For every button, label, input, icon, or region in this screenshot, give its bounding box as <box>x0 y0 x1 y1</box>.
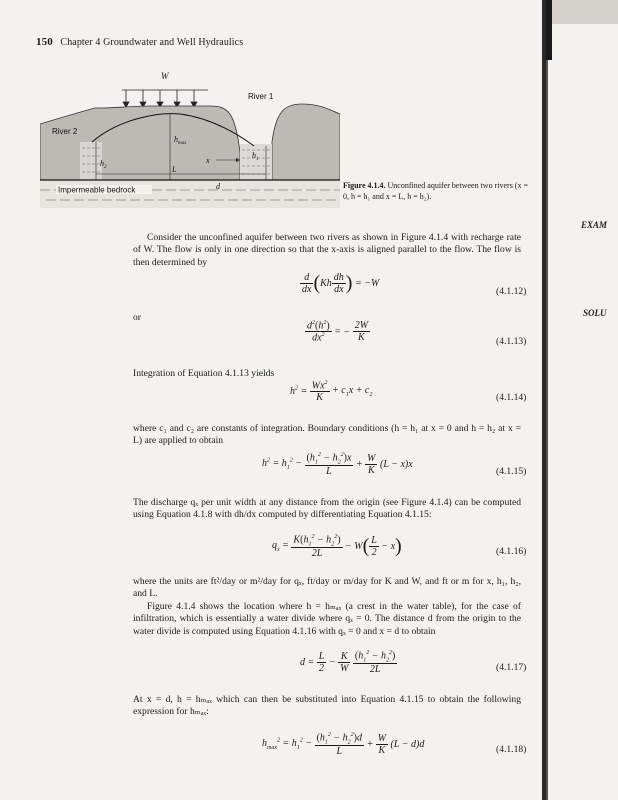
paragraph-intro: Consider the unconfined aquifer between two rivers as shown in Figure 4.1.4 with recharge rate of W. The flow is only in one direction so that the x-axis is aligned parallel to the flow. The flow is then determined by <box>133 232 521 268</box>
paragraph-boundary: where c₁ and c₂ are constants of integration. Boundary conditions (h = h₁ at x = 0 and h = h₂ at x = L) are applied to obtain <box>133 423 521 447</box>
caption-text: Unconfined aquifer between two rivers (x = 0, h = h₁ and x = L, h = h₂). <box>343 181 528 201</box>
margin-solution-label: SOLU <box>583 308 607 318</box>
equation-4-1-16: $q_x$ = $\frac{K(h_1^2 - h_2^2)}{2L}$ − W( $\frac{L}{2}$ − x) <box>272 534 402 560</box>
equation-4-1-15: $h^2 = h_1^2$ − $\frac{(h_1^2 - h_2^2)x}{L}$ + $\frac{W}{K}$ (L − x)x <box>262 452 413 478</box>
h2-sub: 2 <box>104 165 107 170</box>
recharge-label: W <box>161 71 169 81</box>
eq-number-4-1-17: (4.1.17) <box>496 662 527 673</box>
hmax-label: h <box>174 135 178 144</box>
d-label: d <box>216 182 220 191</box>
h2-label: h <box>100 159 104 168</box>
hmax-sub: max <box>178 141 187 146</box>
aquifer-figure <box>40 62 340 222</box>
page-number: 150 <box>36 36 53 48</box>
x-label: x <box>206 156 210 165</box>
paragraph-integration: Integration of Equation 4.1.13 yields <box>133 368 275 379</box>
word-or: or <box>133 312 141 323</box>
h1-label: h <box>252 151 256 160</box>
equation-4-1-12: $\frac{d}{dx}$ (Kh $\frac{dh}{dx}$ ) = −W <box>302 272 380 295</box>
figure-caption <box>343 181 533 202</box>
L-label: L <box>172 165 177 174</box>
margin-example-label: EXAM <box>581 220 608 230</box>
eq12-rhs: = −W <box>354 278 380 289</box>
book-binding-edge <box>540 0 618 800</box>
paragraph-units: where the units are ft²/day or m²/day for qₓ, ft/day or m/day for K and W, and ft or m for x, h₁, h₂, and L. <box>133 576 521 600</box>
eq-number-4-1-13: (4.1.13) <box>496 336 527 347</box>
eq-number-4-1-16: (4.1.16) <box>496 546 527 557</box>
equation-4-1-18: $h_{max}^2 = h_1^2$ − $\frac{(h_1^2 - h_2^2)d}{L}$ + $\frac{W}{K}$ (L − d)d <box>262 732 425 758</box>
h1-sub: 1 <box>256 157 259 162</box>
paragraph-hmax: At x = d, h = hₘₐₓ which can then be substituted into Equation 4.1.15 to obtain the following expression for hₘₐₓ: <box>133 694 521 718</box>
page-header <box>36 36 243 48</box>
river2-label: River 2 <box>52 127 78 136</box>
equation-4-1-17: d = $\frac{L}{2}$ − $\frac{K}{W}$ $\frac{(h_1^2 - h_2^2)}{2L}$ <box>300 650 396 676</box>
caption-label: Figure 4.1.4. <box>343 181 386 190</box>
eq-number-4-1-14: (4.1.14) <box>496 392 527 403</box>
paragraph-discharge: The discharge qₓ per unit width at any distance from the origin (see Figure 4.1.4) can be computed using Equation 4.1.8 with dh/dx computed by differentiating Equation 4.1.15: <box>133 497 521 521</box>
bedrock-label: Impermeable bedrock <box>58 185 136 195</box>
eq-number-4-1-18: (4.1.18) <box>496 744 527 755</box>
paragraph-divide: Figure 4.1.4 shows the location where h = hₘₐₓ (a crest in the water table), for the case of infiltration, which is essentially a water divide where qₓ = 0. The distance d from the origin to the water divide is computed using Equation 4.1.16 with qₓ = 0 and x = d to obtain <box>133 601 521 637</box>
river1-label: River 1 <box>248 92 274 101</box>
eq-number-4-1-12: (4.1.12) <box>496 286 527 297</box>
eq13-rhs: = − <box>334 326 351 338</box>
eq-number-4-1-15: (4.1.15) <box>496 466 527 477</box>
chapter-title: Chapter 4 Groundwater and Well Hydraulics <box>60 37 244 48</box>
equation-4-1-13: $\frac{d^2(h^2)}{dx^2}$ = − $\frac{2W}{K}$ <box>307 320 369 344</box>
equation-4-1-14: $h^2$ = $\frac{Wx^2}{K}$ + $c_1x + c_2$ <box>290 380 373 404</box>
